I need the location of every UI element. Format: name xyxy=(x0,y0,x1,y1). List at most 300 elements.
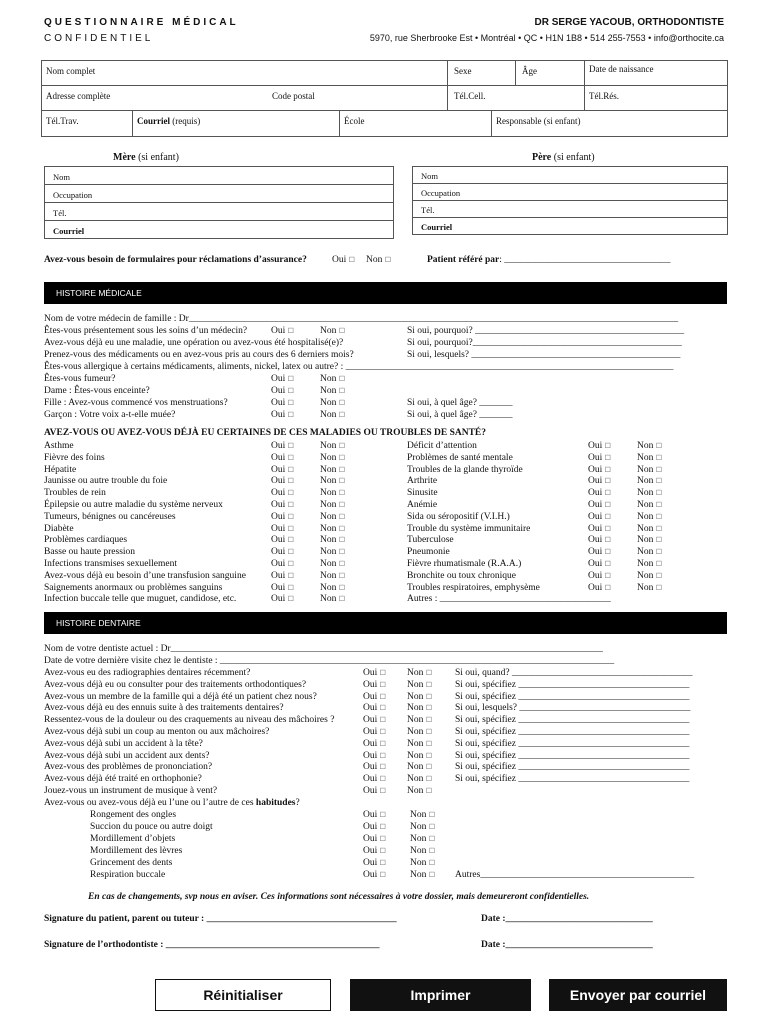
condition-yes-option[interactable] xyxy=(271,487,294,499)
condition-yes-option[interactable] xyxy=(271,523,294,535)
checkbox-icon: ☐ xyxy=(428,835,436,843)
habit-yes-option[interactable] xyxy=(363,857,386,869)
school-field[interactable] xyxy=(339,110,492,137)
father-heading-bold: Père xyxy=(532,152,552,163)
condition-yes-option[interactable] xyxy=(588,558,611,570)
checkbox-icon: ☐ xyxy=(379,728,386,736)
insurance-yes-label: Oui xyxy=(332,255,347,265)
condition-no-label: Non xyxy=(320,488,337,499)
dental-followup-line[interactable]: Si oui, spécifiez ____________________________________ xyxy=(455,750,690,761)
condition-no-option[interactable] xyxy=(637,487,662,499)
father-email-label: Courriel xyxy=(421,222,453,232)
habit-no-option[interactable] xyxy=(410,857,435,869)
medical-no-label: Non xyxy=(320,398,337,408)
habits-question-bold: habitudes xyxy=(255,798,296,808)
condition-yes-option[interactable] xyxy=(588,523,611,535)
condition-label: Infection buccale telle que muguet, candidose, etc. xyxy=(44,594,237,605)
home-phone-field[interactable] xyxy=(584,85,728,111)
condition-yes-option[interactable] xyxy=(588,487,611,499)
dental-yes-option[interactable] xyxy=(363,679,386,691)
condition-label: Anémie xyxy=(407,500,438,510)
condition-yes-option[interactable] xyxy=(588,546,611,558)
reset-button[interactable]: Réinitialiser xyxy=(155,979,331,1011)
dental-yes-option[interactable] xyxy=(363,773,386,785)
condition-no-label: Non xyxy=(320,452,337,463)
habit-yes-option[interactable] xyxy=(363,809,386,821)
medical-followup-line[interactable]: Si oui, à quel âge? _______ xyxy=(407,410,513,420)
checkbox-icon: ☐ xyxy=(338,524,346,533)
dental-no-option[interactable] xyxy=(407,773,432,785)
insurance-yes[interactable] xyxy=(332,255,355,265)
condition-no-label: Non xyxy=(320,523,337,534)
medical-yes-label: Oui xyxy=(271,398,286,408)
sex-label: Sexe xyxy=(454,66,472,76)
condition-yes-option[interactable] xyxy=(588,475,611,487)
dental-followup-line[interactable]: Si oui, spécifiez ____________________________________ xyxy=(455,774,690,785)
father-name-field[interactable] xyxy=(412,166,728,184)
patient-date-line[interactable]: Date :_______________________________ xyxy=(481,914,653,924)
dental-question: Avez-vous déjà été traité en orthophonie? xyxy=(44,774,202,785)
medical-yes-label: Oui xyxy=(271,410,286,420)
medical-yes-option[interactable] xyxy=(271,385,294,397)
checkbox-icon: ☐ xyxy=(655,477,663,486)
checkbox-icon: ☐ xyxy=(604,477,611,486)
condition-label: Fièvre des foins xyxy=(44,452,105,463)
medical-yes-option[interactable] xyxy=(271,373,294,385)
condition-no-label: Non xyxy=(637,500,654,510)
checkbox-icon: ☐ xyxy=(379,775,386,784)
dental-yes-label: Oui xyxy=(363,668,378,678)
father-occupation-label: Occupation xyxy=(421,188,461,198)
condition-no-option[interactable] xyxy=(320,487,345,499)
condition-yes-label: Oui xyxy=(271,511,286,522)
checkbox-icon: ☐ xyxy=(428,859,436,867)
condition-yes-option[interactable] xyxy=(588,440,611,452)
dental-yes-option[interactable] xyxy=(363,738,386,750)
email-label-bold: Courriel xyxy=(137,116,170,126)
medical-yes-option[interactable] xyxy=(271,409,294,421)
medical-followup-line[interactable]: Si oui, pourquoi?____________________________________________ xyxy=(407,338,682,348)
work-phone-field[interactable] xyxy=(41,110,133,137)
dental-no-label: Non xyxy=(407,738,424,749)
checkbox-icon: ☐ xyxy=(287,571,294,580)
condition-label: Déficit d’attention xyxy=(407,441,477,451)
habit-yes-option[interactable] xyxy=(363,821,386,833)
checkbox-icon: ☐ xyxy=(604,548,611,557)
full-name-field[interactable] xyxy=(41,60,448,86)
condition-yes-option[interactable] xyxy=(588,452,611,464)
checkbox-icon: ☐ xyxy=(655,501,663,509)
birthdate-label: Date de naissance xyxy=(589,64,654,74)
insurance-no[interactable] xyxy=(366,255,391,265)
habit-yes-option[interactable] xyxy=(363,833,386,845)
checkbox-icon: ☐ xyxy=(348,256,355,264)
checkbox-icon: ☐ xyxy=(287,465,294,474)
condition-no-option[interactable] xyxy=(637,464,662,476)
condition-yes-label: Oui xyxy=(271,559,286,569)
condition-no-option[interactable] xyxy=(637,558,662,570)
condition-yes-option[interactable] xyxy=(271,464,294,476)
checkbox-icon: ☐ xyxy=(425,775,433,784)
condition-yes-option[interactable] xyxy=(271,582,294,594)
habit-yes-option[interactable] xyxy=(363,845,386,857)
checkbox-icon: ☐ xyxy=(338,465,346,474)
medical-question: Prenez-vous des médicaments ou en avez-vous pris au cours des 6 derniers mois? xyxy=(44,350,354,360)
habit-label: Grincement des dents xyxy=(90,858,173,868)
dental-no-label: Non xyxy=(407,715,424,726)
condition-no-label: Non xyxy=(637,535,654,546)
condition-label: Problèmes cardiaques xyxy=(44,535,128,546)
condition-no-option[interactable] xyxy=(320,593,345,605)
dental-followup-line[interactable]: Si oui, spécifiez ____________________________________ xyxy=(455,738,690,749)
condition-no-option[interactable] xyxy=(637,511,662,523)
dental-yes-label: Oui xyxy=(363,703,378,714)
dental-no-option[interactable] xyxy=(407,691,432,703)
doctor-name: DR SERGE YACOUB, ORTHODONTISTE xyxy=(534,17,724,28)
work-phone-label: Tél.Trav. xyxy=(46,116,79,126)
medical-question: Êtes-vous fumeur? xyxy=(44,374,116,384)
checkbox-icon: ☐ xyxy=(338,571,346,580)
medical-yes-option[interactable] xyxy=(271,325,294,337)
condition-label: Sinusite xyxy=(407,488,438,499)
dental-no-label: Non xyxy=(407,679,424,690)
medical-no-option[interactable] xyxy=(320,373,345,385)
mother-heading-rest: (si enfant) xyxy=(138,152,179,163)
condition-no-label: Non xyxy=(320,476,337,487)
habit-no-label: Non xyxy=(410,858,427,868)
condition-no-label: Non xyxy=(320,582,337,593)
dental-yes-option[interactable] xyxy=(363,691,386,703)
dental-yes-option[interactable] xyxy=(363,761,386,773)
dental-followup-line[interactable]: Si oui, spécifiez ____________________________________ xyxy=(455,727,690,737)
birthdate-field[interactable] xyxy=(584,60,728,86)
condition-no-option[interactable] xyxy=(320,475,345,487)
medical-followup-line[interactable]: Si oui, lesquels? ____________________________________________ xyxy=(407,350,681,360)
checkbox-icon: ☐ xyxy=(379,739,386,748)
mother-name-field[interactable] xyxy=(44,166,394,185)
checkbox-icon: ☐ xyxy=(379,847,386,855)
condition-yes-label: Oui xyxy=(271,500,286,510)
condition-yes-option[interactable] xyxy=(271,475,294,487)
condition-yes-option[interactable] xyxy=(271,440,294,452)
condition-no-option[interactable] xyxy=(320,499,345,511)
habit-no-label: Non xyxy=(410,822,427,832)
condition-yes-label: Oui xyxy=(271,476,286,487)
condition-yes-label: Oui xyxy=(271,594,286,605)
father-name-label: Nom xyxy=(421,171,438,181)
medical-no-option[interactable] xyxy=(320,397,345,409)
email-label xyxy=(137,116,200,126)
school-label: École xyxy=(344,116,365,126)
dental-no-label: Non xyxy=(407,691,424,702)
condition-label: Troubles respiratoires, emphysème xyxy=(407,582,540,593)
mother-phone-field[interactable] xyxy=(44,202,394,221)
last-visit-line[interactable]: Date de votre dernière visite chez le dentiste : ___________________________________________________________________________________ xyxy=(44,656,615,666)
dental-no-option[interactable] xyxy=(407,750,432,762)
condition-no-label: Non xyxy=(637,488,654,499)
checkbox-icon: ☐ xyxy=(287,524,294,533)
dental-yes-option[interactable] xyxy=(363,714,386,726)
habit-no-option[interactable] xyxy=(410,845,435,857)
checkbox-icon: ☐ xyxy=(425,669,433,677)
sex-field[interactable] xyxy=(447,60,516,86)
habit-no-option[interactable] xyxy=(410,869,435,881)
condition-no-label: Non xyxy=(320,464,337,475)
dental-followup-line[interactable]: Si oui, spécifiez ____________________________________ xyxy=(455,679,690,690)
condition-yes-option[interactable] xyxy=(588,582,611,594)
mother-occupation-label: Occupation xyxy=(53,190,93,200)
condition-no-option[interactable] xyxy=(320,511,345,523)
dental-no-label: Non xyxy=(407,703,424,714)
checkbox-icon: ☐ xyxy=(604,571,611,580)
medical-no-option[interactable] xyxy=(320,385,345,397)
condition-yes-option[interactable] xyxy=(588,499,611,511)
checkbox-icon: ☐ xyxy=(338,595,346,604)
checkbox-icon: ☐ xyxy=(604,442,611,450)
medical-followup-line[interactable]: Si oui, à quel âge? _______ xyxy=(407,398,513,408)
dental-no-option[interactable] xyxy=(407,667,432,679)
dental-yes-option[interactable] xyxy=(363,702,386,714)
habit-yes-label: Oui xyxy=(363,858,378,868)
condition-no-option[interactable] xyxy=(637,534,662,546)
dental-question: Avez-vous un membre de la famille qui a déjà été un patient chez nous? xyxy=(44,691,317,702)
condition-yes-option[interactable] xyxy=(271,558,294,570)
dental-no-option[interactable] xyxy=(407,738,432,750)
checkbox-icon: ☐ xyxy=(287,560,294,568)
condition-no-option[interactable] xyxy=(637,523,662,535)
checkbox-icon: ☐ xyxy=(655,560,663,568)
father-phone-field[interactable] xyxy=(412,200,728,218)
print-button[interactable]: Imprimer xyxy=(350,979,531,1011)
dental-followup-line[interactable]: Si oui, lesquels? ____________________________________ xyxy=(455,703,691,714)
checkbox-icon: ☐ xyxy=(425,751,433,760)
medical-no-label: Non xyxy=(320,326,337,336)
condition-yes-label: Oui xyxy=(588,547,603,558)
habit-yes-label: Oui xyxy=(363,834,378,844)
checkbox-icon: ☐ xyxy=(338,327,346,335)
checkbox-icon: ☐ xyxy=(655,489,663,498)
medical-yes-option[interactable] xyxy=(271,397,294,409)
dental-yes-option[interactable] xyxy=(363,667,386,679)
medical-no-label: Non xyxy=(320,374,337,384)
father-email-field[interactable] xyxy=(412,217,728,235)
condition-label: Diabète xyxy=(44,523,74,534)
condition-label: Asthme xyxy=(44,441,74,451)
condition-yes-option[interactable] xyxy=(271,593,294,605)
dental-question: Avez-vous des problèmes de prononciation? xyxy=(44,762,213,773)
habit-no-label: Non xyxy=(410,870,427,880)
medical-no-option[interactable] xyxy=(320,409,345,421)
dental-question: Avez-vous eu des radiographies dentaires récemment? xyxy=(44,668,251,678)
checkbox-icon: ☐ xyxy=(655,465,663,474)
dental-yes-label: Oui xyxy=(363,679,378,690)
habit-no-option[interactable] xyxy=(410,833,435,845)
checkbox-icon: ☐ xyxy=(338,489,346,498)
checkbox-icon: ☐ xyxy=(338,501,346,509)
condition-no-label: Non xyxy=(637,464,654,475)
checkbox-icon: ☐ xyxy=(425,763,433,772)
condition-no-option[interactable] xyxy=(320,570,345,582)
habit-label: Respiration buccale xyxy=(90,870,166,880)
condition-no-option[interactable] xyxy=(637,452,662,464)
medical-followup-line[interactable]: Si oui, pourquoi? ____________________________________________ xyxy=(407,326,685,336)
dental-no-option[interactable] xyxy=(407,702,432,714)
guardian-label: Responsable (si enfant) xyxy=(496,116,581,126)
ortho-date-line[interactable]: Date :_______________________________ xyxy=(481,940,653,950)
dental-no-option[interactable] xyxy=(407,785,432,797)
condition-yes-option[interactable] xyxy=(588,534,611,546)
patient-signature-line[interactable]: Signature du patient, parent ou tuteur : ________________________________________ xyxy=(44,914,397,924)
habit-yes-option[interactable] xyxy=(363,869,386,881)
checkbox-icon: ☐ xyxy=(604,453,611,462)
dental-followup-line[interactable]: Si oui, spécifiez ____________________________________ xyxy=(455,691,690,702)
condition-no-option[interactable] xyxy=(637,475,662,487)
ortho-signature-line[interactable]: Signature de l’orthodontiste : _____________________________________________ xyxy=(44,940,380,950)
insurance-no-label: Non xyxy=(366,255,383,265)
dental-yes-label: Oui xyxy=(363,762,378,773)
insurance-question: Avez-vous besoin de formulaires pour réclamations d’assurance? xyxy=(44,255,307,265)
medical-no-option[interactable] xyxy=(320,325,345,337)
habits-other-line[interactable]: Autres_____________________________________________ xyxy=(455,870,695,880)
condition-no-option[interactable] xyxy=(637,440,662,452)
dental-yes-label: Oui xyxy=(363,774,378,785)
dental-no-option[interactable] xyxy=(407,714,432,726)
checkbox-icon: ☐ xyxy=(287,477,294,486)
checkbox-icon: ☐ xyxy=(604,524,611,533)
mother-heading xyxy=(113,152,179,163)
father-occupation-field[interactable] xyxy=(412,183,728,201)
condition-yes-option[interactable] xyxy=(588,464,611,476)
dental-yes-option[interactable] xyxy=(363,750,386,762)
condition-yes-option[interactable] xyxy=(271,534,294,546)
dental-no-label: Non xyxy=(407,786,424,796)
checkbox-icon: ☐ xyxy=(287,387,294,395)
mother-phone-label: Tél. xyxy=(53,208,67,218)
condition-no-option[interactable] xyxy=(320,534,345,546)
checkbox-icon: ☐ xyxy=(379,871,386,879)
mother-email-field[interactable] xyxy=(44,220,394,239)
checkbox-icon: ☐ xyxy=(287,489,294,498)
dental-no-label: Non xyxy=(407,750,424,761)
dental-question: Avez-vous déjà eu ou consulter pour des traitements orthodontiques? xyxy=(44,679,307,690)
dental-question: Avez-vous déjà subi un accident à la tête? xyxy=(44,738,203,749)
dental-followup-line[interactable]: Si oui, spécifiez ____________________________________ xyxy=(455,715,690,726)
condition-no-option[interactable] xyxy=(320,582,345,594)
checkbox-icon: ☐ xyxy=(287,399,294,407)
habit-no-label: Non xyxy=(410,810,427,820)
mother-heading-bold: Mère xyxy=(113,152,136,163)
checkbox-icon: ☐ xyxy=(425,716,433,725)
condition-yes-option[interactable] xyxy=(588,511,611,523)
medical-no-label: Non xyxy=(320,410,337,420)
condition-yes-label: Oui xyxy=(588,464,603,475)
condition-no-option[interactable] xyxy=(637,582,662,594)
age-field[interactable] xyxy=(515,60,585,86)
mother-occupation-field[interactable] xyxy=(44,184,394,203)
habit-no-label: Non xyxy=(410,846,427,856)
condition-yes-option[interactable] xyxy=(271,452,294,464)
habit-no-option[interactable] xyxy=(410,809,435,821)
medical-question: Nom de votre médecin de famille : Dr_______________________________________________________________________________________________________ xyxy=(44,314,679,324)
dental-followup-line[interactable]: Si oui, quand? ______________________________________ xyxy=(455,668,693,678)
condition-no-option[interactable] xyxy=(637,546,662,558)
dental-no-option[interactable] xyxy=(407,679,432,691)
dental-question: Ressentez-vous de la douleur ou des craquements au niveau des mâchoires ? xyxy=(44,715,335,726)
checkbox-icon: ☐ xyxy=(604,465,611,474)
checkbox-icon: ☐ xyxy=(379,751,386,760)
checkbox-icon: ☐ xyxy=(655,442,663,450)
condition-yes-option[interactable] xyxy=(271,511,294,523)
checkbox-icon: ☐ xyxy=(379,692,386,701)
condition-yes-label: Oui xyxy=(588,441,603,451)
habit-no-option[interactable] xyxy=(410,821,435,833)
dental-yes-option[interactable] xyxy=(363,785,386,797)
checkbox-icon: ☐ xyxy=(379,716,386,725)
dental-followup-line[interactable]: Si oui, spécifiez ____________________________________ xyxy=(455,762,690,773)
condition-no-option[interactable] xyxy=(320,546,345,558)
email-field[interactable] xyxy=(132,110,340,137)
checkbox-icon: ☐ xyxy=(379,811,386,819)
condition-no-option[interactable] xyxy=(320,558,345,570)
condition-no-option[interactable] xyxy=(320,464,345,476)
condition-yes-label: Oui xyxy=(271,488,286,499)
condition-yes-label: Oui xyxy=(271,547,286,558)
condition-no-label: Non xyxy=(320,559,337,569)
condition-label: Troubles de rein xyxy=(44,488,106,499)
condition-yes-label: Oui xyxy=(271,523,286,534)
cell-phone-field[interactable] xyxy=(447,85,585,111)
checkbox-icon: ☐ xyxy=(604,560,611,568)
medical-history-bar xyxy=(44,282,727,304)
referred-by[interactable] xyxy=(427,255,671,265)
dental-yes-option[interactable] xyxy=(363,726,386,738)
condition-no-label: Non xyxy=(637,523,654,534)
checkbox-icon: ☐ xyxy=(604,512,611,521)
condition-label: Troubles de la glande thyroïde xyxy=(407,464,523,475)
habit-yes-label: Oui xyxy=(363,810,378,820)
clinic-address: 5970, rue Sherbrooke Est • Montréal • QC • H1N 1B8 • 514 255-7553 • info@orthocite.ca xyxy=(369,33,724,43)
condition-no-option[interactable] xyxy=(320,440,345,452)
condition-no-option[interactable] xyxy=(637,499,662,511)
checkbox-icon: ☐ xyxy=(604,536,611,545)
checkbox-icon: ☐ xyxy=(655,453,663,462)
medical-yes-label: Oui xyxy=(271,374,286,384)
condition-yes-label: Oui xyxy=(588,570,603,581)
checkbox-icon: ☐ xyxy=(655,571,663,580)
condition-no-label: Non xyxy=(637,511,654,522)
condition-label: Avez-vous déjà eu besoin d’une transfusion sanguine xyxy=(44,570,246,581)
guardian-field[interactable] xyxy=(491,110,728,137)
email-button[interactable]: Envoyer par courriel xyxy=(549,979,727,1011)
checkbox-icon: ☐ xyxy=(338,442,346,450)
address-field[interactable] xyxy=(41,85,448,111)
dental-no-option[interactable] xyxy=(407,761,432,773)
habit-label: Succion du pouce ou autre doigt xyxy=(90,822,213,832)
dentist-name-line[interactable]: Nom de votre dentiste actuel : Dr___________________________________________________________________________________________ xyxy=(44,644,603,654)
condition-no-option[interactable] xyxy=(320,523,345,535)
condition-yes-option[interactable] xyxy=(271,499,294,511)
checkbox-icon: ☐ xyxy=(379,669,386,677)
condition-no-option[interactable] xyxy=(320,452,345,464)
checkbox-icon: ☐ xyxy=(379,823,386,831)
condition-label: Bronchite ou toux chronique xyxy=(407,570,516,581)
habits-question-text: Avez-vous ou avez-vous déjà eu l’une ou l’autre de ces xyxy=(44,798,254,808)
dental-no-option[interactable] xyxy=(407,726,432,738)
condition-yes-option[interactable] xyxy=(271,546,294,558)
condition-yes-option[interactable] xyxy=(588,570,611,582)
condition-no-option[interactable] xyxy=(637,570,662,582)
condition-yes-option[interactable] xyxy=(271,570,294,582)
